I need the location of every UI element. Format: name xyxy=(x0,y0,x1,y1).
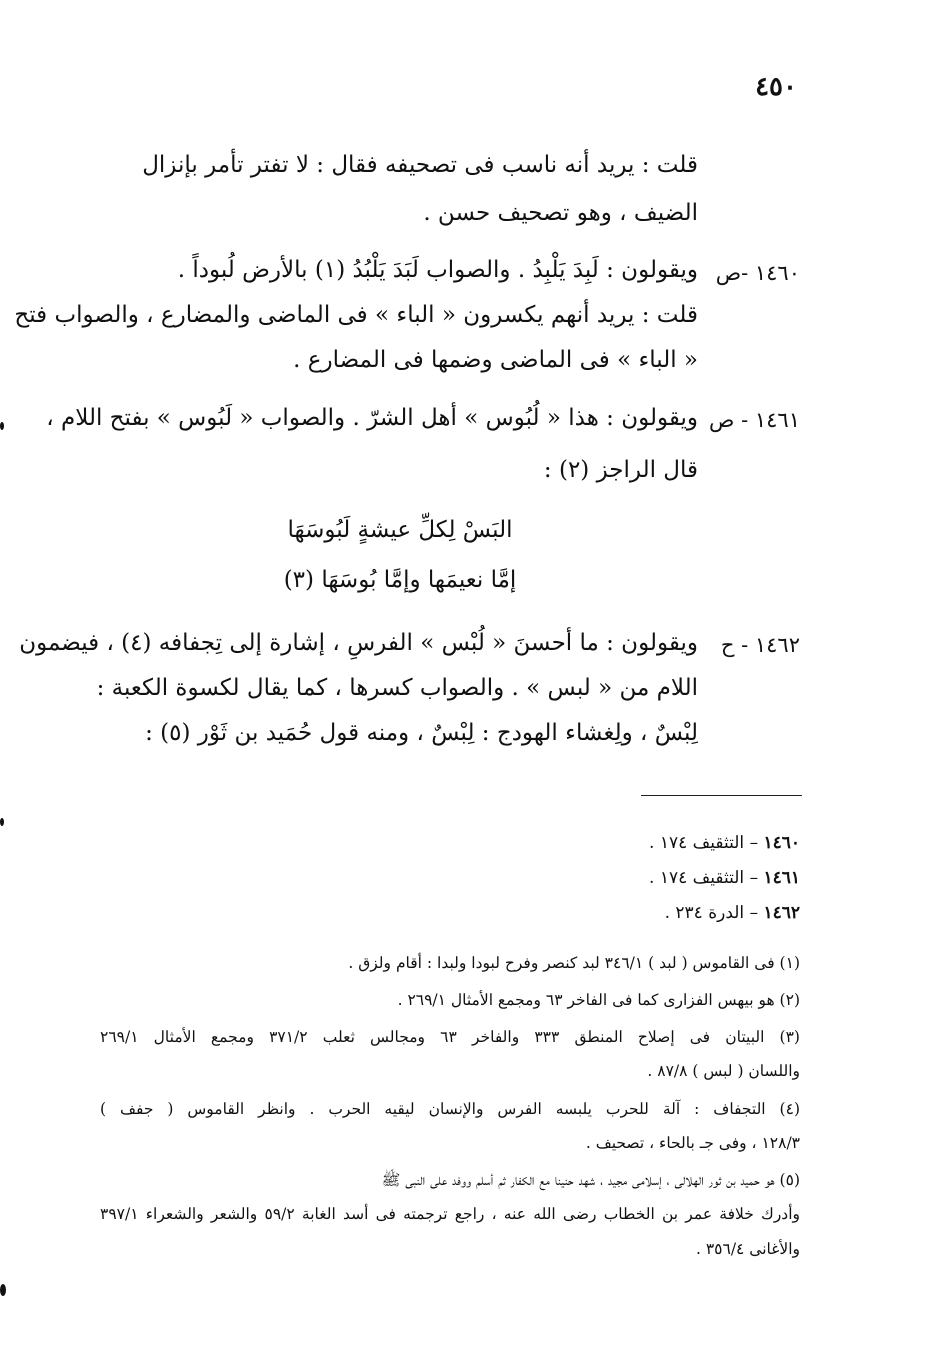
verse-line: البَسْ لِكلِّ عيشةٍ لَبُوسَهَا xyxy=(287,517,513,543)
footnote-line: ١٢٨/٣ ، وفى جـ بالحاء ، تصحيف . xyxy=(585,1134,800,1152)
verse-line: إمَّا نعيمَها وإمَّا بُوسَهَا (٣) xyxy=(283,567,517,593)
entry-line: ويقولون : ما أحسنَ « لُبْس » الفرسِ ، إشارة إلى تِجفافه (٤) ، فيضمون xyxy=(19,630,698,656)
source-text: – التثقيف ١٧٤ . xyxy=(649,868,764,888)
scan-mark xyxy=(0,422,4,430)
footnote-line: (٥) هو حميد بن ثور الهلالى ، إسلامى مجيد ، شهد حنينا مع الكفار ثم أسلم ووفد على النبى ﷺ xyxy=(381,1171,800,1189)
entry-number: ١٤٦٠ -ص xyxy=(715,261,800,285)
footnote-line: وأدرك خلافة عمر بن الخطاب رضى الله عنه ، راجع ترجمته فى أسد الغابة ٥٩/٢ والشعر والشعراء ٣٩٧/١ xyxy=(100,1205,800,1223)
source-number: ١٤٦٠ xyxy=(763,833,800,853)
entry-line: ويقولون : لَبِدَ يَلْبِدُ . والصواب لَبَدَ يَلْبُدُ (١) بالأرض لُبوداً . xyxy=(177,257,698,283)
entry-line: لِبْسٌ ، ولِغشاء الهودج : لِبْسٌ ، ومنه قول حُمَيد بن ثَوْر (٥) : xyxy=(145,720,698,746)
source-text: – الدرة ٢٣٤ . xyxy=(664,903,764,923)
source-number: ١٤٦١ xyxy=(763,868,800,888)
entry-line: « الباء » فى الماضى وضمها فى المضارع . xyxy=(293,347,698,373)
entry-line: اللام من « لبس » . والصواب كسرها ، كما يقال لكسوة الكعبة : xyxy=(96,675,698,701)
intro-line: قلت : يريد أنه ناسب فى تصحيفه فقال : لا تفتر تأمر بإنزال xyxy=(142,152,698,178)
footnote-line: (٤) التجفاف : آلة للحرب يلبسه الفرس والإنسان ليقيه الحرب . وانظر القاموس ( جفف ) xyxy=(100,1100,800,1118)
entry-line: قلت : يريد أنهم يكسرون « الباء » فى الماضى والمضارع ، والصواب فتح xyxy=(14,302,698,328)
scan-mark xyxy=(0,818,4,826)
footnote-rule xyxy=(641,795,802,796)
source-text: – التثقيف ١٧٤ . xyxy=(649,833,764,853)
entry-number: ١٤٦٢ - ح xyxy=(720,633,800,657)
entry-line: قال الراجز (٢) : xyxy=(543,457,698,483)
source-reference xyxy=(400,830,800,856)
page-number: ٤٥٠ xyxy=(755,72,797,102)
footnote-line: (١) فى القاموس ( لبد ) ٣٤٦/١ لبد كنصر وفرح لبودا ولبدا : أقام ولزق . xyxy=(348,954,800,972)
footnote-line: (٣) البيتان فى إصلاح المنطق ٣٣٣ والفاخر ٦٣ ومجالس ثعلب ٣٧١/٢ ومجمع الأمثال ٢٦٩/١ xyxy=(100,1028,800,1046)
entry-number: ١٤٦١ - ص xyxy=(709,408,800,432)
footnote-line: واللسان ( لبس ) ٨٧/٨ . xyxy=(647,1062,800,1080)
entry-line: ويقولون : هذا « لُبُوس » أهل الشرّ . والصواب « لَبُوس » بفتح اللام ، xyxy=(46,405,698,431)
source-reference xyxy=(400,865,800,891)
scan-mark xyxy=(0,1284,6,1296)
source-reference xyxy=(400,900,800,926)
intro-line: الضيف ، وهو تصحيف حسن . xyxy=(423,200,698,226)
footnote-line: والأغانى ٣٥٦/٤ . xyxy=(695,1240,800,1258)
source-number: ١٤٦٢ xyxy=(763,903,800,923)
footnote-line: (٢) هو بيهس الفزارى كما فى الفاخر ٦٣ ومجمع الأمثال ٢٦٩/١ . xyxy=(397,991,800,1009)
